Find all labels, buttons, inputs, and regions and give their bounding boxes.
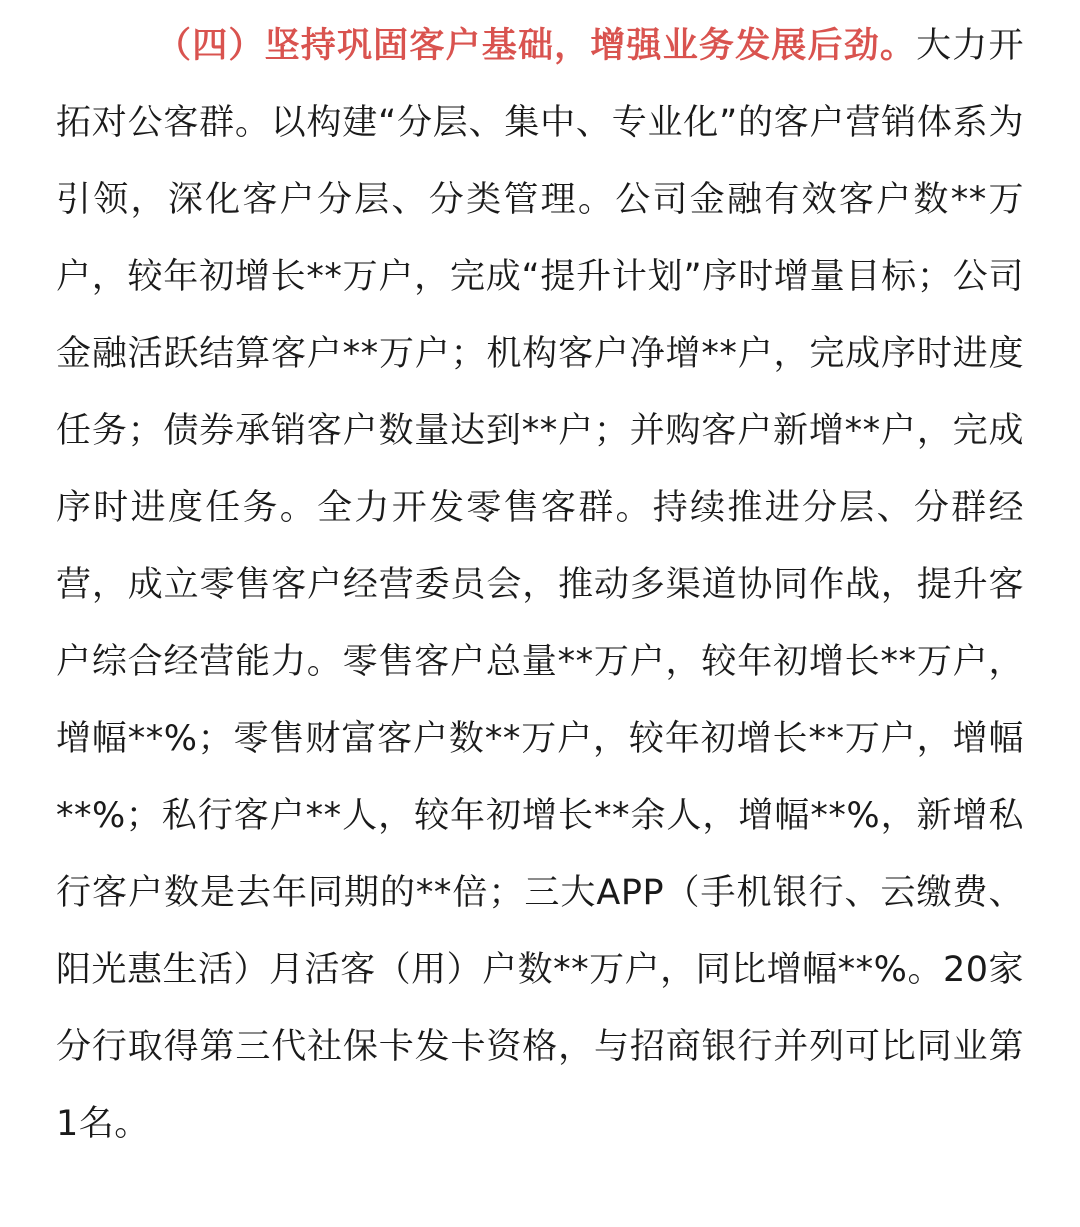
section-heading: （四）坚持巩固客户基础，增强业务发展后劲。 (156, 26, 917, 66)
paragraph-body: 大力开拓对公客群。以构建“分层、集中、专业化”的客户营销体系为引领，深化客户分层、分类管理。公司金融有效客户数**万户，较年初增长**万户，完成“提升计划”序时增量目标；公司金融活跃结算客户**万户；机构客户净增**户，完成序时进度任务；债券承销客户数量达到**户；并购客户新增**户，完成序时进度任务。全力开发零售客群。持续推进分层、分群经营，成立零售客户经营委员会，推动多渠道协同作战，提升客户综合经营能力。零售客户总量**万户，较年初增长**万户，增幅**%；零售财富客户数**万户，较年初增长**万户，增幅**%；私行客户**人，较年初增长**余人，增幅**%，新增私行客户数是去年同期的**倍；三大APP（手机银行、云缴费、阳光惠生活）月活客（用）户数**万户，同比增幅**%。20家分行取得第三代社保卡发卡资格，与招商银行并列可比同业第1名。 (56, 26, 1024, 1144)
paragraph-lead (56, 8, 1024, 1163)
document-paragraph (56, 8, 1024, 1163)
